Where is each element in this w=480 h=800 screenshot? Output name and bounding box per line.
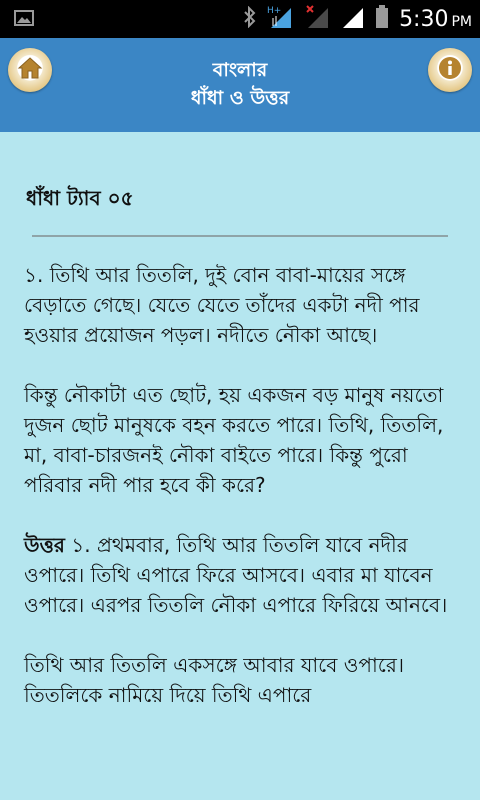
hplus-signal-icon — [267, 4, 295, 34]
riddle-content[interactable] — [0, 132, 480, 800]
answer-text: ১. প্রথমবার, তিথি আর তিতলি যাবে নদীর ওপারে। তিথি এপারে ফিরে আসবে। এবার মা যাবেন ওপারে। এরপর তিতলি নৌকা এপারে ফিরিয়ে আনবে। — [24, 533, 448, 617]
image-icon — [14, 9, 34, 31]
answer-paragraph-2: তিথি আর তিতলি একসঙ্গে আবার যাবে ওপারে। তিতলিকে নামিয়ে দিয়ে তিথি এপারে — [24, 653, 404, 707]
info-button[interactable] — [428, 48, 472, 92]
riddle-body — [24, 260, 454, 740]
divider — [32, 235, 448, 237]
riddle-paragraph-2: কিন্তু নৌকাটা এত ছোট, হয় একজন বড় মানুষ নয়তো দুজন ছোট মানুষকে বহন করতে পারে। তিথি, তিতলি, মা, বাবা-চারজনই নৌকা বাইতে পারে। কিন্তু পুরো পরিবার নদী পার হবে কী করে? — [24, 383, 444, 497]
svg-text:H+: H+ — [267, 6, 282, 16]
title-line-2: ধাঁধা ও উত্তর — [190, 87, 290, 109]
answer-paragraph — [24, 530, 454, 620]
riddle-paragraph-1: ১. তিথি আর তিতলি, দুই বোন বাবা-মায়ের সঙ্গে বেড়াতে গেছে। যেতে যেতে তাঁদের একটা নদী পার হওয়ার প্রয়োজন পড়ল। নদীতে নৌকা আছে। — [24, 263, 420, 347]
info-icon — [437, 55, 463, 85]
clock: 5:30 PM — [399, 6, 472, 32]
app-title — [90, 56, 390, 112]
title-line-1: বাংলার — [212, 59, 268, 81]
bluetooth-icon — [243, 6, 257, 32]
signal-icon — [341, 4, 365, 34]
status-bar — [0, 0, 480, 38]
no-signal-icon — [305, 4, 331, 34]
answer-label: উত্তর — [24, 533, 65, 557]
home-icon — [17, 56, 43, 84]
home-button[interactable] — [8, 48, 52, 92]
riddle-heading: ধাঁধা ট্যাব ০৫ — [26, 186, 134, 210]
battery-icon — [375, 4, 389, 34]
app-bar — [0, 38, 480, 132]
